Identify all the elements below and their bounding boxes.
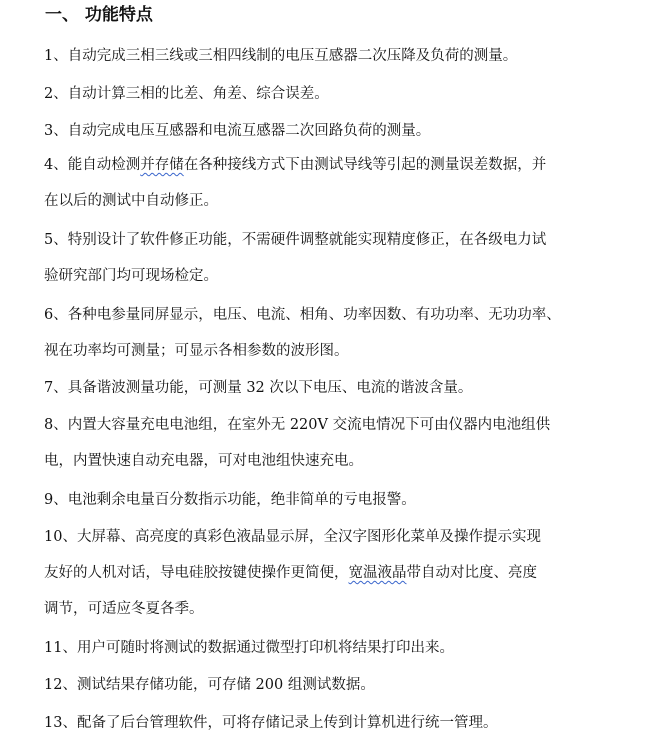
spellcheck-underline: 宽温液晶 <box>348 565 407 581</box>
feature-item <box>44 76 630 112</box>
feature-item-line: 4、能自动检测并存储在各种接线方式下由测试导线等引起的测量误差数据，并 <box>44 157 547 173</box>
feature-item-line: 12、测试结果存储功能，可存储 200 组测试数据。 <box>44 677 375 693</box>
feature-item <box>44 370 630 406</box>
feature-item-line: 友好的人机对话，导电硅胶按键使操作更简便，宽温液晶带自动对比度、亮度 <box>44 565 537 581</box>
feature-item <box>44 519 630 627</box>
feature-item-line: 验研究部门均可现场检定。 <box>44 268 218 284</box>
feature-item <box>44 147 630 219</box>
feature-item-line: 9、电池剩余电量百分数指示功能，绝非简单的亏电报警。 <box>44 492 416 508</box>
feature-item <box>44 222 630 294</box>
feature-item-line: 1、自动完成三相三线或三相四线制的电压互感器二次压降及负荷的测量。 <box>44 48 518 64</box>
feature-item <box>44 630 630 666</box>
feature-item <box>44 667 630 703</box>
feature-item-line: 在以后的测试中自动修正。 <box>44 193 218 209</box>
feature-item <box>44 38 630 74</box>
feature-item-line: 电，内置快速自动充电器，可对电池组快速充电。 <box>44 453 363 469</box>
feature-item-line: 5、特别设计了软件修正功能，不需硬件调整就能实现精度修正，在各级电力试 <box>44 232 547 248</box>
feature-item-line: 调节，可适应冬夏各季。 <box>44 601 204 617</box>
feature-item-line: 8、内置大容量充电电池组，在室外无 220V 交流电情况下可由仪器内电池组供 <box>44 417 551 433</box>
feature-item <box>44 113 630 149</box>
feature-item-line: 视在功率均可测量；可显示各相参数的波形图。 <box>44 343 349 359</box>
feature-item-line: 10、大屏幕、高亮度的真彩色液晶显示屏，全汉字图形化菜单及操作提示实现 <box>44 529 541 545</box>
feature-item <box>44 482 630 518</box>
feature-item-line: 13、配备了后台管理软件，可将存储记录上传到计算机进行统一管理。 <box>44 715 498 731</box>
feature-item <box>44 407 630 479</box>
section-heading: 一、 功能特点 <box>45 5 153 25</box>
feature-item-line: 7、具备谐波测量功能，可测量 32 次以下电压、电流的谐波含量。 <box>44 380 473 396</box>
feature-item-line: 11、用户可随时将测试的数据通过微型打印机将结果打印出来。 <box>44 640 454 656</box>
feature-item <box>44 705 630 741</box>
feature-item-line: 6、各种电参量同屏显示，电压、电流、相角、功率因数、有功功率、无功功率、 <box>44 307 561 323</box>
feature-item-line: 2、自动计算三相的比差、角差、综合误差。 <box>44 86 329 102</box>
feature-item <box>44 297 630 369</box>
spellcheck-underline: 并存储 <box>140 157 184 173</box>
feature-item-line: 3、自动完成电压互感器和电流互感器二次回路负荷的测量。 <box>44 123 431 139</box>
